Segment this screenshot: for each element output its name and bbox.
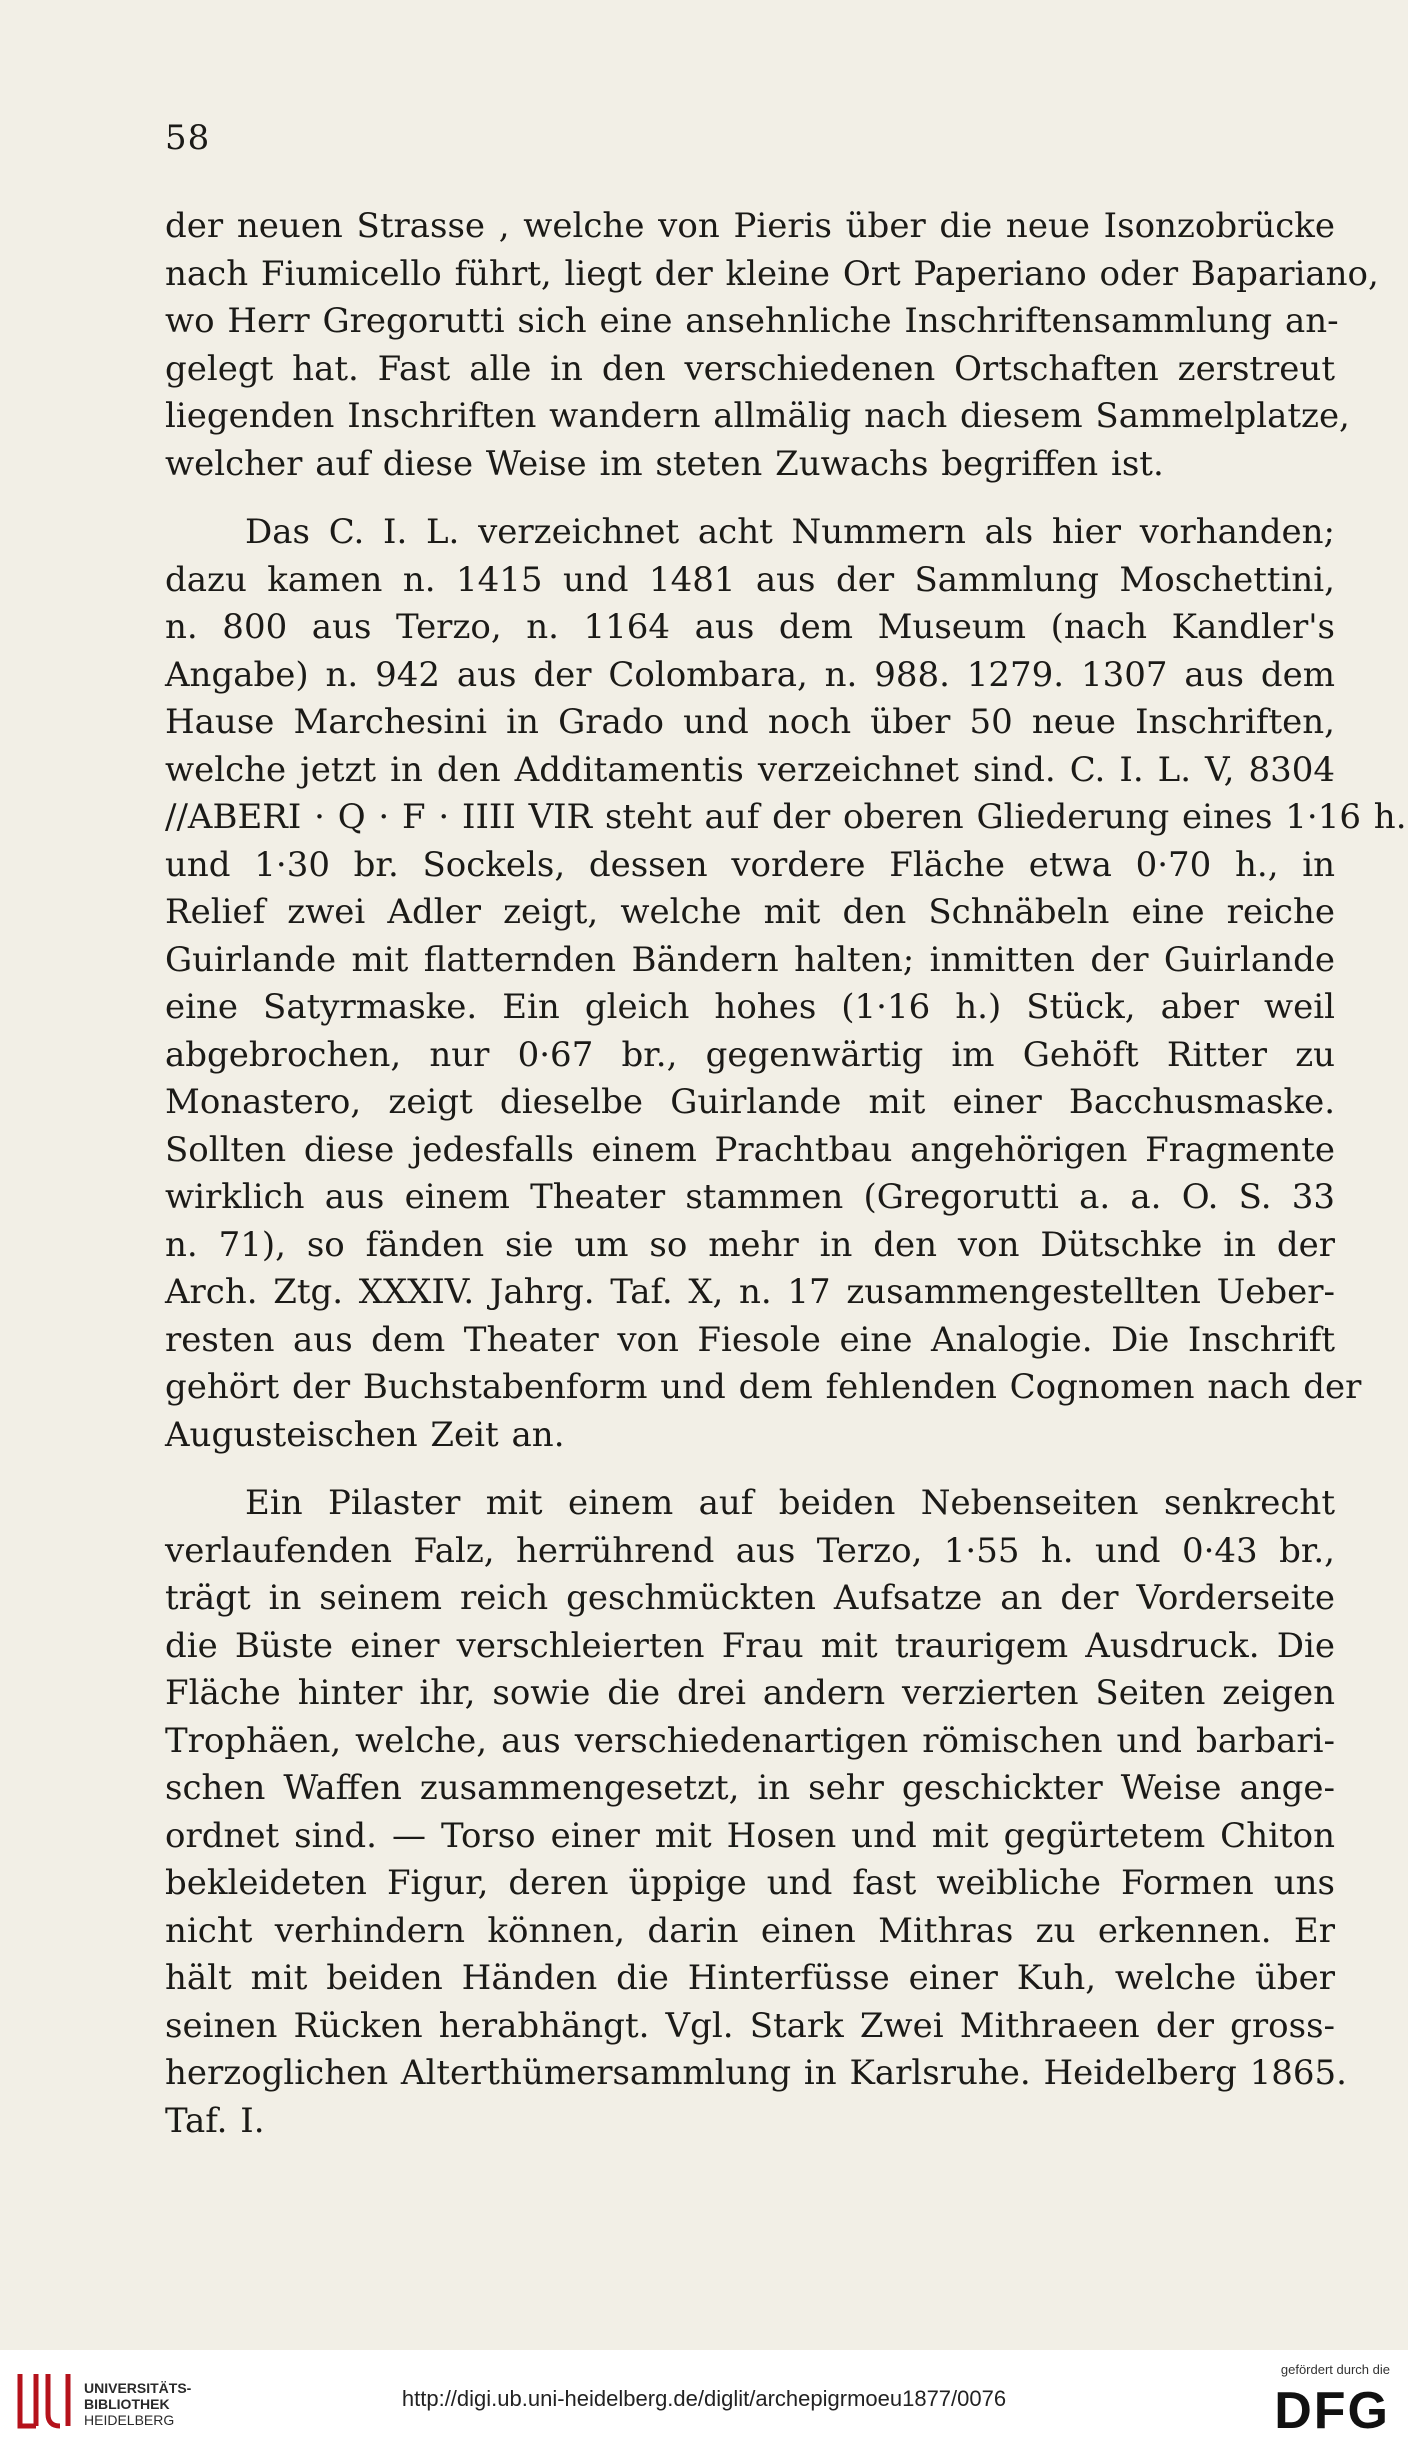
text-line: eine Satyrmaske. Ein gleich hohes (1·16 h.) Stück, aber weil	[165, 987, 1335, 1027]
text-line: wo Herr Gregorutti sich eine ansehnliche Inschriftensammlung an-	[165, 301, 1339, 341]
text-line: n. 71), so fänden sie um so mehr in den von Dütschke in der	[165, 1224, 1335, 1265]
inscription-line: //ABERI · Q · F · IIII VIR steht auf der oberen Gliederung eines 1·16 h.	[165, 797, 1407, 837]
text-line: Taf. I.	[165, 2100, 265, 2141]
body-text	[165, 203, 1407, 2145]
funder-caption: gefördert durch die	[1280, 2362, 1390, 2377]
text-line: und 1·30 br. Sockels, dessen vordere Fläche etwa 0·70 h., in	[165, 844, 1335, 885]
text-line: wirklich aus einem Theater stammen (Gregorutti a. a. O. S. 33	[165, 1177, 1335, 1217]
text-line: gehört der Buchstabenform und dem fehlenden Cognomen nach der	[165, 1367, 1362, 1407]
text-line: trägt in seinem reich geschmückten Aufsatze an der Vorderseite	[165, 1578, 1335, 1618]
permalink[interactable]: http://digi.ub.uni-heidelberg.de/diglit/archepigrmoeu1877/0076	[401, 2386, 1007, 2411]
text-line: welche jetzt in den Additamentis verzeichnet sind. C. I. L. V, 8304	[165, 749, 1335, 790]
text-line: Hause Marchesini in Grado und noch über 50 neue Inschriften,	[165, 702, 1335, 742]
dfg-logo: DFG	[1274, 2382, 1390, 2440]
page-number: 58	[165, 118, 211, 158]
institution-line: UNIVERSITÄTS-	[84, 2380, 192, 2396]
paragraph-2	[165, 509, 1407, 1459]
text-line: Guirlande mit flatternden Bändern halten; inmitten der Guirlande	[165, 939, 1335, 980]
text-line: verlaufenden Falz, herrührend aus Terzo, 1·55 h. und 0·43 br.,	[165, 1530, 1335, 1571]
text-line: resten aus dem Theater von Fiesole eine Analogie. Die Inschrift	[165, 1319, 1335, 1360]
text-line: Angabe) n. 942 aus der Colombara, n. 988. 1279. 1307 aus dem	[165, 654, 1335, 695]
text-line: ordnet sind. — Torso einer mit Hosen und mit gegürtetem Chiton	[165, 1815, 1335, 1856]
text-line: bekleideten Figur, deren üppige und fast weibliche Formen uns	[165, 1863, 1335, 1903]
text-line: Monastero, zeigt dieselbe Guirlande mit einer Bacchusmaske.	[165, 1082, 1335, 1122]
text-line: nicht verhindern können, darin einen Mithras zu erkennen. Er	[165, 1910, 1335, 1951]
text-line: Ein Pilaster mit einem auf beiden Nebenseiten senkrecht	[245, 1483, 1335, 1523]
text-line: Augusteischen Zeit an.	[165, 1414, 565, 1455]
text-line: Relief zwei Adler zeigt, welche mit den Schnäbeln eine reiche	[165, 892, 1335, 932]
text-line: dazu kamen n. 1415 und 1481 aus der Sammlung Moschettini,	[165, 559, 1335, 600]
text-line: gelegt hat. Fast alle in den verschiedenen Ortschaften zerstreut	[165, 348, 1335, 389]
text-line: abgebrochen, nur 0·67 br., gegenwärtig im Gehöft Ritter zu	[165, 1034, 1335, 1075]
text-line: Sollten diese jedesfalls einem Prachtbau angehörigen Fragmente	[165, 1129, 1335, 1170]
text-line: die Büste einer verschleierten Frau mit traurigem Ausdruck. Die	[165, 1625, 1335, 1666]
text-line: welcher auf diese Weise im steten Zuwachs begriffen ist.	[165, 443, 1164, 484]
text-line: seinen Rücken herabhängt. Vgl. Stark Zwei Mithraeen der gross-	[165, 2005, 1335, 2046]
text-line: liegenden Inschriften wandern allmälig nach diesem Sammelplatze,	[165, 396, 1350, 436]
text-line: Fläche hinter ihr, sowie die drei andern verzierten Seiten zeigen	[165, 1673, 1335, 1713]
paragraph-1	[165, 203, 1379, 488]
institution-line: BIBLIOTHEK	[84, 2396, 170, 2412]
text-line: Das C. I. L. verzeichnet acht Nummern als hier vorhanden;	[245, 512, 1335, 552]
text-line: nach Fiumicello führt, liegt der kleine Ort Paperiano oder Bapariano,	[165, 253, 1379, 294]
text-line: Arch. Ztg. XXXIV. Jahrg. Taf. X, n. 17 zusammengestellten Ueber-	[165, 1272, 1335, 1312]
text-line: schen Waffen zusammengesetzt, in sehr geschickter Weise ange-	[165, 1768, 1335, 1808]
text-line: herzoglichen Alterthümersammlung in Karlsruhe. Heidelberg 1865.	[165, 2053, 1347, 2093]
institution-line: HEIDELBERG	[84, 2412, 175, 2428]
paragraph-3	[165, 1480, 1347, 2145]
text-line: Trophäen, welche, aus verschiedenartigen römischen und barbari-	[165, 1720, 1335, 1761]
text-line: der neuen Strasse , welche von Pieris über die neue Isonzobrücke	[165, 206, 1335, 246]
text-line: n. 800 aus Terzo, n. 1164 aus dem Museum (nach Kandler's	[165, 607, 1335, 647]
text-line: hält mit beiden Händen die Hinterfüsse einer Kuh, welche über	[165, 1958, 1335, 1998]
funder-badge	[1240, 2362, 1390, 2439]
